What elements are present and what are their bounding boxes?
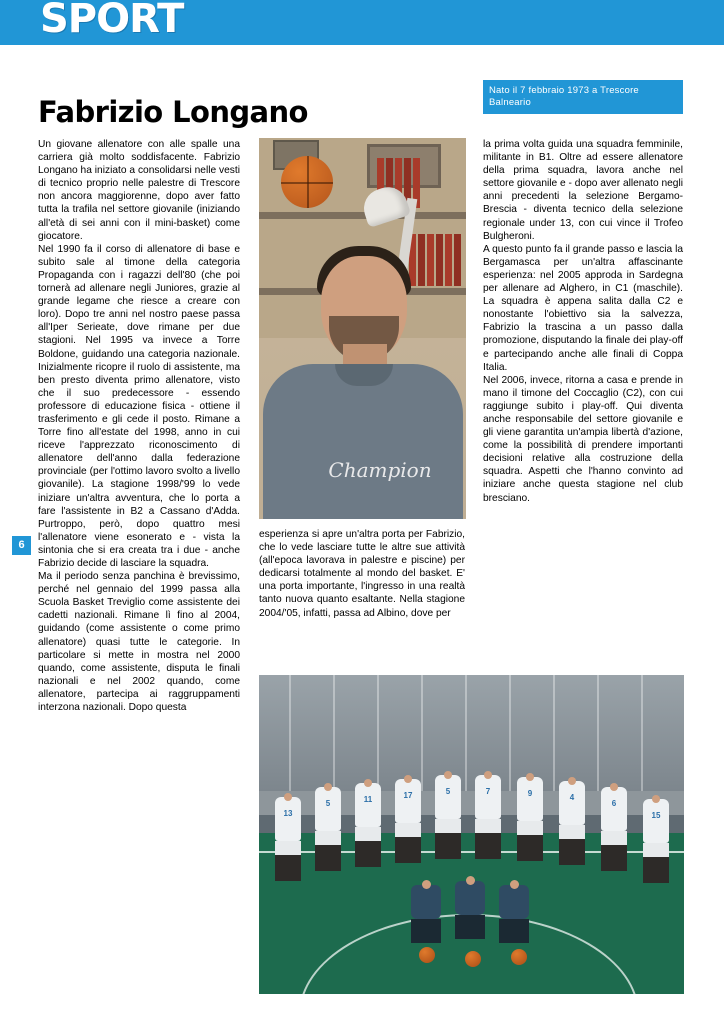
- player-figure: [475, 775, 501, 859]
- player-figure: [315, 787, 341, 871]
- portrait-photo: [259, 138, 466, 519]
- player-figure: [517, 777, 543, 861]
- jersey-number: 4: [569, 793, 575, 802]
- player-figure: [275, 797, 301, 881]
- article-column-left: [38, 138, 240, 714]
- basketball-icon: [465, 951, 481, 967]
- gym-ceiling: [259, 675, 684, 791]
- article-text-right: la prima volta guida una squadra femminile, militante in B1. Oltre ad essere allenatore della prima squadra, lavora anche nel settore giovanile e - dopo aver allenato negli anni precedenti la selezione Bergamo-Brescia - diventa tecnico della selezione regionale under 13, con cui vince il Trofeo Bulgheroni. A questo punto fa il grande passo e lascia la Bergamasca per un'altra affascinante esperienza: nel 2005 approda in Sardegna per allenare ad Alghero, in C1 (maschile). La squadra è appena salita dalla C2 e nonostante l'obiettivo sia la salvezza, Fabrizio la trascina a un passo dalla promozione, disputando la finale dei play-off e partecipando anche alle finali di Coppa Italia. Nel 2006, invece, ritorna a casa e prende in mano il timone del Coccaglio (C2), con cui raggiunge subito i play-off. Qui diventa anche responsabile del settore giovanile e gli viene garantita un'ampia libertà d'azione, come la possibilità di prendere importanti decisioni relative alla costruzione della squadra. Aspetti che l'hanno convinto ad iniziare anche questa stagione nel club bresciano.: [483, 139, 683, 504]
- staff-figure: [411, 885, 441, 943]
- jersey-number: 17: [403, 791, 413, 800]
- jersey-number: 9: [527, 789, 533, 798]
- jersey-number: 5: [325, 799, 331, 808]
- article-column-middle: [259, 528, 465, 620]
- player-figure: [435, 775, 461, 859]
- books-row: [409, 234, 461, 286]
- team-photo: [259, 675, 684, 994]
- staff-figure: [455, 881, 485, 939]
- page-title: Fabrizio Longano: [38, 95, 308, 130]
- player-figure: [355, 783, 381, 867]
- jersey-number: 15: [651, 811, 661, 820]
- portrait-sweatshirt: [263, 364, 463, 519]
- player-figure: [643, 799, 669, 883]
- basketball-icon: [419, 947, 435, 963]
- shelf-board: [259, 212, 466, 219]
- player-figure: [395, 779, 421, 863]
- player-figure: [559, 781, 585, 865]
- basketball-icon: [511, 949, 527, 965]
- player-figure: [601, 787, 627, 871]
- jersey-number: 7: [485, 787, 491, 796]
- page-number: 6: [12, 536, 31, 555]
- section-title: SPORT: [40, 0, 184, 42]
- birth-info-box: Nato il 7 febbraio 1973 a Trescore Balneario: [483, 80, 683, 114]
- jersey-number: 13: [283, 809, 293, 818]
- jersey-number: 5: [445, 787, 451, 796]
- article-text-left: Un giovane allenatore con alle spalle una carriera già molto soddisfacente. Fabrizio Longano ha iniziato a consolidarsi nelle vesti di tecnico proprio nelle palestre di Trescore non ancora maggiorenne, dopo aver fatto tutta la trafila nel settore giovanile (iniziando all'età di sei anni con il mini-basket) come giocatore. Nel 1990 fa il corso di allenatore di base e subito sale al timone della categoria Propaganda con i ragazzi dell'80 (che poi tornerà ad allenare negli Juniores, grazie al grande legame che riesce a creare con loro). Dopo tre anni nel nostro paese passa all'Iper Serieate, dove rimane per due stagioni. Nel 1995 va invece a Torre Boldone, guidando una categoria nazionale. Inizialmente ricopre il ruolo di assistente, ma ben presto diventa primo allenatore, visto che il suo predecessore - essendo professore di educazione fisica - ottiene il trasferimento e gli cede il posto. Rimane a Torre fino all'estate del 1998, anno in cui riceve l'apprezzato riconoscimento di allenatore dell'anno dalla federazione provinciale (per l'ottimo lavoro svolto a livello giovanile). La stagione 1998/'99 lo vede iniziare un'altra avventura, che lo porta a fare l'assistente in B2 a Cassano d'Adda. Purtroppo, però, dopo quattro mesi l'allenatore viene esonerato e - vista la sintonia che si era creata tra i due - anche Fabrizio decide di lasciare la squadra. Ma il periodo senza panchina è brevissimo, perché nel gennaio del 1999 passa alla Scuola Basket Treviglio come assistente dei cadetti nazionali. Rimane lì fino al 2004, guidando (come assistente o come primo allenatore) quasi tutte le categorie. In particolare si mette in mostra nel 2000 quando, come assistente, disputa le finali nazionali e nel 2002 quando, come allenatore, partecipa ai raggruppamenti interzona nazionali. Dopo questa: [38, 139, 240, 714]
- jersey-number: 11: [363, 795, 373, 804]
- sweatshirt-brand-text: Champion: [328, 458, 432, 482]
- article-column-right: [483, 138, 683, 505]
- staff-figure: [499, 885, 529, 943]
- article-text-middle: esperienza si apre un'altra porta per Fabrizio, che lo vede lasciare tutte le altre sue attività (all'epoca lavorava in palestre e piscine) per dedicarsi totalmente al mondo del basket. E' una porta importante, l'ingresso in una realtà tanto nuova quanto esaltante. Nella stagione 2004/'05, infatti, passa ad Albino, dove per: [259, 529, 465, 619]
- basketball-icon: [281, 156, 333, 208]
- jersey-number: 6: [611, 799, 617, 808]
